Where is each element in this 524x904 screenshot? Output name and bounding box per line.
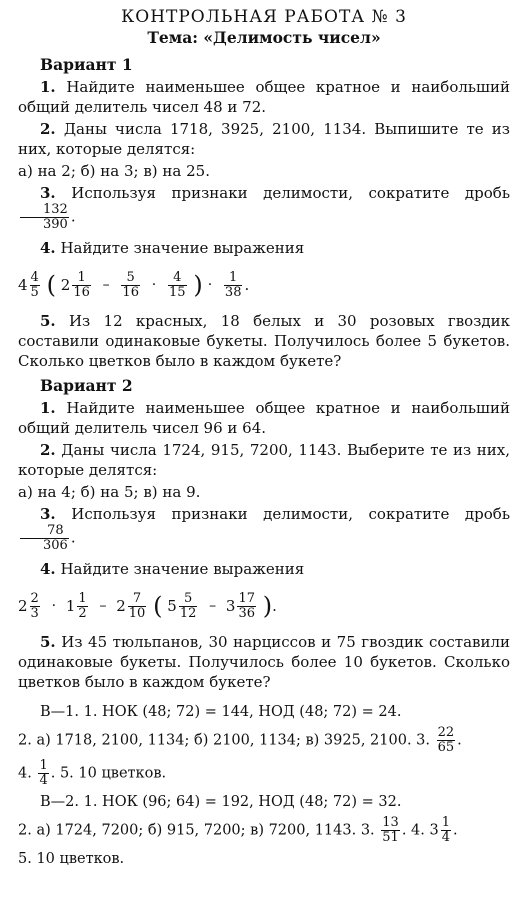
page-title: КОНТРОЛЬНАЯ РАБОТА № 3	[121, 7, 407, 27]
numerator: 1	[224, 271, 243, 286]
task-text: Найдите наименьшее общее кратное и наибольший общий делитель чисел 48 и 72.	[18, 78, 510, 116]
denominator: 4	[441, 830, 450, 845]
punctuation: .	[244, 276, 250, 294]
right-paren: )	[262, 592, 273, 620]
task-number: 3.	[40, 184, 56, 202]
numerator: 1	[78, 590, 87, 606]
left-paren: (	[153, 592, 163, 620]
punctuation: .	[70, 207, 76, 226]
task-text: Найдите наименьшее общее кратное и наибольший общий делитель чисел 96 и 64.	[18, 399, 510, 437]
denominator: 51	[382, 830, 399, 845]
answer-v2-line-1: В—2. 1. НОК (96; 64) = 192, НОД (48; 72) = 32.	[40, 794, 402, 810]
whole-part: 2	[18, 597, 28, 615]
task-text: Даны числа 1724, 915, 7200, 1143. Выберите те из них, которые делятся:	[18, 441, 510, 479]
fraction	[237, 592, 256, 621]
denominator: 15	[168, 284, 186, 300]
v2-task-2	[18, 440, 510, 480]
operator: –	[209, 598, 217, 614]
answer-text: . 4. 3	[401, 822, 439, 839]
whole-part: 1	[65, 597, 76, 615]
task-number: 4.	[40, 560, 56, 578]
operator: –	[102, 277, 110, 293]
whole-part: 3	[225, 597, 236, 615]
numerator: 1	[72, 271, 91, 286]
operator: ·	[151, 277, 157, 293]
task-number: 5.	[40, 312, 56, 330]
denominator: 5	[30, 284, 39, 300]
denominator: 306	[43, 538, 68, 553]
task-text: Из 12 красных, 18 белых и 30 розовых гвоздик составили одинаковые букеты. Получилось более 5 букетов. Сколько цветков было в каждом букете?	[18, 312, 510, 370]
fraction	[72, 271, 91, 300]
task-number: 2.	[40, 441, 56, 459]
denominator: 36	[238, 605, 256, 621]
v1-expression	[18, 264, 510, 305]
task-text: Из 45 тюльпанов, 30 нарциссов и 75 гвоздик составили одинаковые букеты. Получилось более 10 букетов. Сколько цветков было в каждом букете?	[18, 633, 510, 691]
numerator: 17	[238, 590, 256, 606]
numerator: 5	[121, 271, 140, 286]
variant-1-heading: Вариант 1	[40, 55, 133, 74]
operator: ·	[207, 277, 213, 293]
numerator: 13	[382, 815, 399, 830]
v1-task-1	[18, 77, 510, 117]
numerator: 22	[437, 725, 455, 740]
whole-part: 2	[60, 276, 71, 294]
numerator: 4	[168, 271, 187, 286]
v2-task-4	[18, 559, 510, 579]
variant-2-section	[18, 375, 510, 692]
v1-task-2	[18, 119, 510, 159]
fraction	[20, 203, 69, 232]
operator: –	[99, 598, 107, 614]
numerator: 132	[20, 203, 69, 218]
whole-part: 5	[167, 597, 177, 615]
task-number: 1.	[40, 399, 56, 417]
v2-task-3	[18, 504, 510, 553]
answer-v2-line-3: 5. 10 цветков.	[18, 851, 125, 867]
answer-v2-line-2	[18, 816, 510, 845]
denominator: 38	[224, 284, 242, 300]
fraction	[20, 524, 69, 553]
denominator: 65	[437, 740, 455, 755]
fraction	[224, 271, 243, 300]
whole-part: 4	[18, 276, 28, 294]
task-number: 3.	[40, 505, 56, 523]
fraction	[381, 816, 400, 845]
numerator: 7	[128, 592, 147, 607]
denominator: 390	[43, 217, 68, 232]
denominator: 2	[78, 605, 87, 621]
numerator: 1	[441, 815, 450, 830]
denominator: 16	[122, 284, 139, 300]
fraction	[128, 592, 147, 621]
numerator: 2	[30, 590, 39, 606]
denominator: 12	[179, 605, 197, 621]
variant-1-section	[18, 54, 510, 371]
answer-text: . 5. 10 цветков.	[50, 765, 167, 782]
v2-task-2-options: а) на 4; б) на 5; в) на 9.	[18, 483, 201, 501]
numerator: 5	[179, 592, 198, 607]
fraction	[437, 726, 456, 755]
fraction	[38, 759, 48, 788]
task-text: Используя признаки делимости, сократите дробь	[71, 184, 510, 202]
v1-task-3	[18, 183, 510, 232]
answers-section	[18, 702, 510, 869]
numerator: 4	[30, 269, 39, 285]
task-number: 1.	[40, 78, 56, 96]
fraction	[441, 816, 451, 845]
task-number: 5.	[40, 633, 56, 651]
v1-task-2-options: а) на 2; б) на 3; в) на 25.	[18, 162, 210, 180]
punctuation: .	[70, 528, 76, 547]
fraction	[30, 271, 40, 300]
punctuation: .	[272, 597, 277, 615]
operator: ·	[51, 598, 57, 614]
task-text: Используя признаки делимости, сократите дробь	[71, 505, 510, 523]
answer-text: 2. а) 1718, 2100, 1134; б) 2100, 1134; в) 3925, 2100. 3.	[18, 732, 431, 749]
punctuation: .	[453, 822, 458, 839]
punctuation: .	[457, 732, 462, 749]
task-text: Даны числа 1718, 3925, 2100, 1134. Выпишите те из них, которые делятся:	[18, 120, 510, 158]
answer-v1-line-2	[18, 726, 510, 755]
v1-task-4	[18, 238, 510, 258]
denominator: 16	[73, 284, 90, 300]
task-number: 4.	[40, 239, 56, 257]
left-paren: (	[46, 271, 56, 299]
answer-text: 4.	[18, 765, 32, 782]
task-text: Найдите значение выражения	[60, 239, 305, 257]
numerator: 1	[39, 758, 48, 773]
fraction	[121, 271, 140, 300]
whole-part: 2	[116, 597, 126, 615]
fraction	[30, 592, 40, 621]
v1-task-5	[18, 311, 510, 371]
answer-v1-line-1: В—1. 1. НОК (48; 72) = 144, НОД (48; 72) = 24.	[40, 704, 402, 720]
fraction	[77, 592, 87, 621]
denominator: 10	[128, 605, 146, 621]
fraction	[168, 271, 187, 300]
v2-expression	[18, 585, 510, 626]
v2-task-1	[18, 398, 510, 438]
fraction	[179, 592, 198, 621]
denominator: 4	[39, 773, 48, 788]
variant-2-heading: Вариант 2	[40, 376, 133, 395]
task-text: Найдите значение выражения	[60, 560, 305, 578]
page-subtitle: Тема: «Делимость чисел»	[147, 28, 381, 47]
answer-text: 2. а) 1724, 7200; б) 915, 7200; в) 7200, 1143. 3.	[18, 822, 375, 839]
v2-task-5	[18, 632, 510, 692]
numerator: 78	[20, 524, 69, 539]
right-paren: )	[193, 271, 203, 299]
answer-v1-line-3	[18, 759, 510, 788]
task-number: 2.	[40, 120, 56, 138]
denominator: 3	[30, 605, 39, 621]
